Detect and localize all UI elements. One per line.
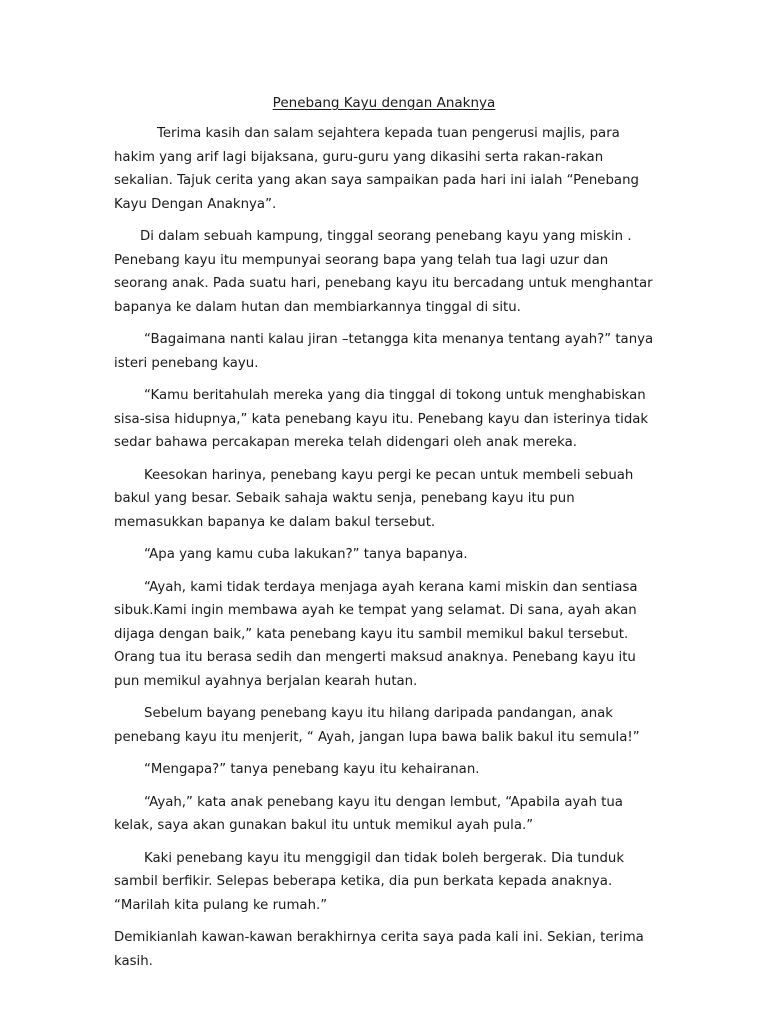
paragraph-intro: Terima kasih dan salam sejahtera kepada tuan pengerusi majlis, para hakim yang arif lagi bijaksana, guru-guru yang dikasihi serta rakan-rakan sekalian. Tajuk cerita yang akan saya sampaikan pada hari ini ialah “Penebang Kayu Dengan Anaknya”. bbox=[114, 126, 639, 212]
paragraph: “Bagaimana nanti kalau jiran –tetangga kita menanya tentang ayah?” tanya isteri penebang kayu. bbox=[114, 332, 654, 371]
paragraph: “Ayah, kami tidak terdaya menjaga ayah kerana kami miskin dan sentiasa sibuk.Kami ingin membawa ayah ke tempat yang selamat. Di sana, ayah akan dijaga dengan baik,” kata penebang kayu itu sambil memikul bakul tersebut. Orang tua itu berasa sedih dan mengerti maksud anaknya. Penebang kayu itu pun memikul ayahnya berjalan kearah hutan. bbox=[114, 579, 638, 689]
paragraph-closing: Demikianlah kawan-kawan berakhirnya cerita saya pada kali ini. Sekian, terima kasih. bbox=[114, 930, 644, 969]
paragraph: “Kamu beritahulah mereka yang dia tinggal di tokong untuk menghabiskan sisa-sisa hidupnya,” kata penebang kayu itu. Penebang kayu dan isterinya tidak sedar bahawa percakapan mereka telah didengari oleh anak mereka. bbox=[114, 388, 649, 450]
paragraph: Kaki penebang kayu itu menggigil dan tidak boleh bergerak. Dia tunduk sambil berfikir. Selepas beberapa ketika, dia pun berkata kepada anaknya. “Marilah kita pulang ke rumah.” bbox=[114, 850, 625, 913]
paragraph: “Ayah,” kata anak penebang kayu itu dengan lembut, “Apabila ayah tua kelak, saya akan gunakan bakul itu untuk memikul ayah pula.” bbox=[114, 794, 623, 833]
paragraph: “Mengapa?” tanya penebang kayu itu kehairanan. bbox=[144, 762, 480, 777]
paragraph: “Apa yang kamu cuba lakukan?” tanya bapanya. bbox=[144, 547, 468, 562]
document-body bbox=[114, 122, 659, 982]
paragraph: Sebelum bayang penebang kayu itu hilang daripada pandangan, anak penebang kayu itu menjerit, “ Ayah, jangan lupa bawa balik bakul itu semula!” bbox=[114, 706, 640, 745]
paragraph: Keesokan harinya, penebang kayu pergi ke pecan untuk membeli sebuah bakul yang besar. Sebaik sahaja waktu senja, penebang kayu itu pun memasukkan bapanya ke dalam bakul tersebut. bbox=[114, 467, 634, 530]
paragraph: Di dalam sebuah kampung, tinggal seorang penebang kayu yang miskin . Penebang kayu itu mempunyai seorang bapa yang telah tua lagi uzur dan seorang anak. Pada suatu hari, penebang kayu itu bercadang untuk menghantar bapanya ke dalam hutan dan membiarkannya tinggal di situ. bbox=[114, 229, 653, 315]
document-title: Penebang Kayu dengan Anaknya bbox=[272, 95, 496, 111]
